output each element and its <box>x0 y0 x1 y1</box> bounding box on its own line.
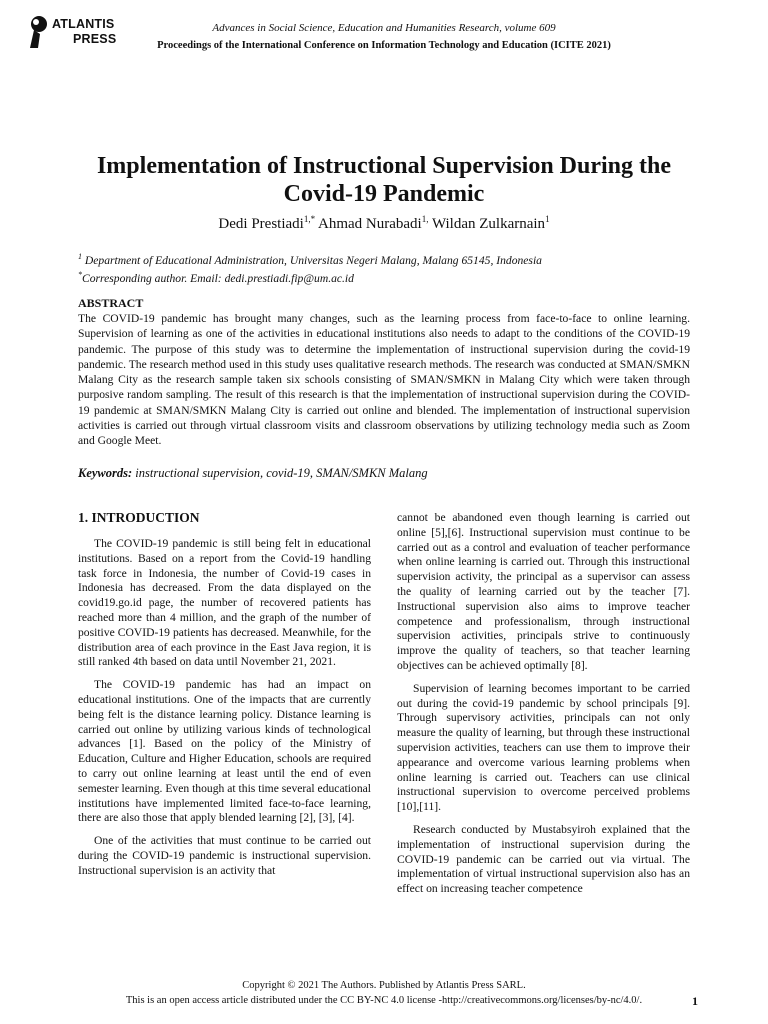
affiliations <box>78 250 698 286</box>
left-column <box>78 537 371 887</box>
footer-copyright: Copyright © 2021 The Authors. Published by Atlantis Press SARL. <box>242 980 526 991</box>
author-name: Dedi Prestiadi <box>218 216 304 232</box>
author-name: Ahmad Nurabadi <box>315 216 422 232</box>
abstract-text: The COVID-19 pandemic has brought many changes, such as the learning process from face-to-face to online learning. Supervision of learning as one of the activities in educational institutions also needs to adapt to the conditions of the COVID-19 pandemic. The purpose of this study was to determine the implementation of instructional supervision during the covid-19 pandemic. The research method used in this study uses qualitative research methods. The research was conducted at SMAN/SMKN Malang City as the research sample taken six schools consisting of SMAN/SMKN in Malang City which were taken through purposive random sampling. The result of this research is that the implementation of instructional supervision during the COVID-19 pandemic at SMAN/SMKN Malang City is carried out online and blended. The implementation of instructional supervision activities is carried out through virtual classroom visits and classroom observations by utilizing technology media such as Zoom and Google Meet. <box>78 312 690 448</box>
paper-title: Implementation of Instructional Supervision During the Covid-19 Pandemic <box>96 153 672 207</box>
page-number: 1 <box>692 994 698 1008</box>
series-header: Advances in Social Science, Education and Humanities Research, volume 609 <box>212 22 556 34</box>
keywords-label: Keywords: <box>78 466 133 480</box>
author-affiliation-mark: 1,* <box>303 214 316 224</box>
author-name: Wildan Zulkarnain <box>428 216 546 232</box>
author-list <box>0 214 768 233</box>
proceedings-header: Proceedings of the International Conference on Information Technology and Education (ICITE 2021) <box>157 40 611 51</box>
abstract-heading: ABSTRACT <box>78 296 144 310</box>
keywords-text: instructional supervision, covid-19, SMAN/SMKN Malang <box>132 466 428 480</box>
author-affiliation-mark: 1, <box>421 214 429 224</box>
section-heading: 1. INTRODUCTION <box>78 510 200 525</box>
author-affiliation-mark: 1 <box>545 214 550 224</box>
affiliation-text: Department of Educational Administration, Universitas Negeri Malang, Malang 65145, Indonesia <box>82 253 542 267</box>
affiliation-mark: 1 <box>78 252 82 261</box>
body-paragraph: Supervision of learning becomes important to be carried out during the covid-19 pandemic by school principals [9]. Through supervisory activities, principals can not only measure the quality of learning, but through these instructional supervision activities, teachers can use them to improve their appearance and overcome various learning problems when online learning is carried out. Teachers can use clinical instructional supervision to overcome perceived problems [10],[11]. <box>397 681 690 814</box>
body-paragraph: Research conducted by Mustabsyiroh explained that the implementation of instructional supervision during the COVID-19 pandemic can be carried out via virtual. The implementation of virtual instructional supervision also has an effect on increasing teacher competence <box>397 822 690 896</box>
body-paragraph: cannot be abandoned even though learning is carried out online [5],[6]. Instructional supervision must continue to be carried out as a control and evaluation of teacher performance when online learning is carried out. Through this instructional supervision activity, the principal as a supervisor can assess the quality of learning carried out by the teacher [7]. Instructional supervision also aims to improve teacher competence and professionalism, through instructional supervision activities, principals strive to continuously improve the quality of teachers, so that teacher learning objectives can be achieved optimally [8]. <box>397 511 690 672</box>
keywords-line <box>78 466 690 481</box>
corresponding-text: Corresponding author. Email: dedi.prestiadi.fip@um.ac.id <box>82 271 354 285</box>
publisher-name-line2: PRESS <box>73 32 117 46</box>
footer-license: This is an open access article distributed under the CC BY-NC 4.0 license -http://creativecommons.org/licenses/by-nc/4.0/. <box>125 995 643 1006</box>
publisher-name-line1: ATLANTIS <box>52 17 115 31</box>
body-paragraph: The COVID-19 pandemic is still being felt in educational institutions. Based on a report from the Covid-19 handling task force in Indonesia, the number of Covid-19 cases in Indonesia has decreased. From the data displayed on the covid19.go.id page, the number of recovered patients has reached more than 4 million, and the graph of the number of positive COVID-19 patients has decreased. Meanwhile, for the distribution area of each province in the East Java region, it is still ranked 4th based on data until November 21, 2021. <box>78 537 371 669</box>
corresponding-mark: * <box>78 269 82 279</box>
affiliation-line <box>78 250 698 268</box>
body-paragraph: The COVID-19 pandemic has had an impact on educational institutions. One of the impacts that are currently being felt is the distance learning policy. Distance learning is carried out online by utilizing various kinds of technological advances [1]. Based on the policy of the Ministry of Education, Culture and Higher Education, schools are required to carry out online learning at least until the end of even semester learning. Even though at this time several educational institutions have implemented limited face-to-face learning, there are also those that apply blended learning [2], [3], [4]. <box>78 678 371 825</box>
body-paragraph: One of the activities that must continue to be carried out during the COVID-19 pandemic is instructional supervision. Instructional supervision is an activity that <box>78 834 371 877</box>
corresponding-line <box>78 268 698 286</box>
right-column <box>397 511 690 905</box>
